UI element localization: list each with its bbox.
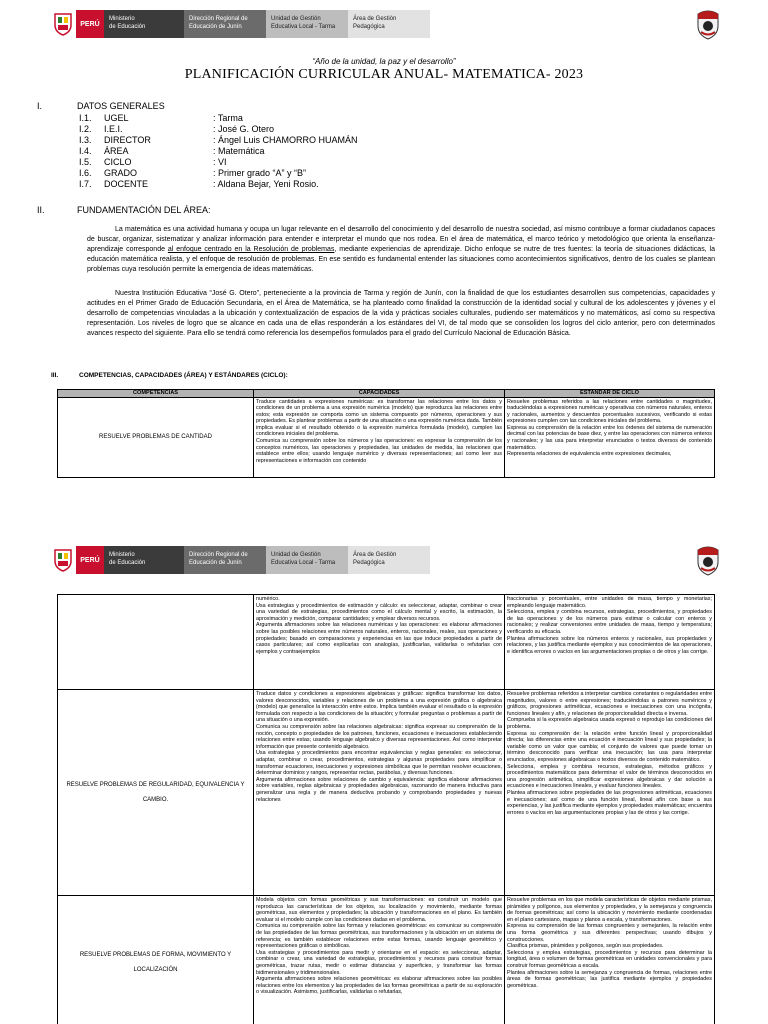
table-row: [58, 690, 715, 896]
table-row: [58, 397, 715, 477]
page-title: PLANIFICACIÓN CURRICULAR ANUAL- MATEMATICA- 2023: [184, 67, 584, 82]
standard-cell: Resuelve problemas referidos a las relaciones entre cantidades o magnitudes, traduciéndolas a expresiones numéricas y operativas con números naturales, enteros y racionales, aumentos y descuentos porcentuales sucesivos, verificando si estas expresiones cumplen con las condiciones iniciales del problema. Expresa su comprensión de la relación entre los órdenes del sistema de numeración decimal con las potencias de base diez, y entre las operaciones con números enteros y racionales; y las usa para interpretar enunciados o textos diversos de contenido matemático. Representa relaciones de equivalencia entre expresiones decimales,: [505, 397, 715, 477]
capacities-cell: Modela objetos con formas geométricas y sus transformaciones: es construir un modelo que reproduzca las características de los objetos, su localización y movimiento, mediante formas geométricas, sus elementos y propiedades; la ubicación y transformaciones en el plano. Es también evaluar si el modelo cumple con las condiciones dadas en el problema. Comunica su comprensión sobre las formas y relaciones geométricas: es comunicar su comprensión de las propiedades de las formas geométricas, sus transformaciones y la ubicación en un sistema de referencia; es también establecer relaciones entre estas formas, usando lenguaje geométrico y representaciones gráficas o simbólicas. Usa estrategias y procedimientos para medir y orientarse en el espacio: es seleccionar, adaptar, combinar o crear, una variedad de estrategias, procedimientos y recursos para construir formas geométricas, trazar rutas, medir o estimar distancias y superficies, y transformar las formas bidimensionales y tridimensionales. Argumenta afirmaciones sobre relaciones geométricas: es elaborar afirmaciones sobre las posibles relaciones entre los elementos y las propiedades de las formas geométricas a partir de su exploración o visualización. Asimismo, justificarlas, validarlas o refutarlas,: [254, 896, 505, 1024]
school-emblem-icon: [692, 8, 724, 40]
school-emblem-icon: [692, 544, 724, 576]
standard-cell: Resuelve problemas en los que modela características de objetos mediante prismas, pirámides y polígonos, sus elementos y propiedades, y la semejanza y congruencia de formas geométricas; así como la ubicación y movimiento mediante coordenadas en el plano cartesiano, mapas y planos a escala, y transformaciones. Expresa su comprensión de las formas congruentes y semejantes, la relación entre una forma geométrica y sus diferentes perspectivas; usando dibujos y construcciones. Clasifica prismas, pirámides y polígonos, según sus propiedades. Selecciona y emplea estrategias, procedimientos y recursos para determinar la longitud, área o volumen de formas geométricas en unidades convencionales y para construir formas geométricas a escala. Plantea afirmaciones sobre la semejanza y congruencia de formas, relaciones entre áreas de formas geométricas; las justifica mediante ejemplos y propiedades geométricas.: [505, 896, 715, 1024]
section-2-heading: II. FUNDAMENTACIÓN DEL ÁREA:: [37, 205, 211, 215]
peru-label: PERÚ: [76, 546, 104, 574]
section-3-heading: III. COMPETENCIAS, CAPACIDADES (ÁREA) Y ESTÁNDARES (CICLO):: [51, 372, 288, 379]
peru-shield-icon: [50, 546, 76, 574]
general-data-row: I.1. UGEL : Tarma: [79, 113, 243, 123]
ministry-label: Ministerio de Educación: [104, 10, 184, 38]
rationale-paragraph-1: La matemática es una actividad humana y ocupa un lugar relevante en el desarrollo del conocimiento y del desarrollo de nuestra sociedad, así mismo contribuye a formar ciudadanos capaces de buscar, organizar, sistematizar y analizar información para entender e interpretar el mundo que nos rodea. En el área de matemática, el marco teórico y metodológico que orienta la enseñanza- aprendizaje corresponde al enfoque centrado en la Resolución de problemas, mediante experiencias de aprendizaje. Dicho enfoque se nutre de tres fuentes: la teoría de situaciones didácticas, la educación matemática realista, y el enfoque de resolución de problemas. En ese sentido es fundamental entender las situaciones como acontecimientos significativos, dentro de los cuales se plantean problemas cuya resolución permite la emergencia de ideas matemáticas.: [87, 226, 715, 273]
institutional-header: [50, 546, 430, 574]
competencies-table: [57, 389, 715, 478]
general-data-row: I.2. I.E.I. : José G. Otero: [79, 124, 275, 134]
column-header: ESTANDAR DE CICLO: [505, 390, 715, 398]
page-separator: [0, 520, 768, 536]
competency-name: RESUELVE PROBLEMAS DE REGULARIDAD, EQUIVALENCIA Y CAMBIO.: [58, 690, 254, 896]
general-data-row: I.6. GRADO : Primer grado “A” y “B”: [79, 168, 307, 178]
area-label: Área de Gestión Pedagógica: [348, 546, 430, 574]
general-data-row: I.4. ÁREA : Matemática: [79, 146, 265, 156]
area-label: Área de Gestión Pedagógica: [348, 10, 430, 38]
standard-cell: Resuelve problemas referidos a interpretar cambios constantes o regularidades entre magnitudes, valores o entre expresiones; traduciéndolas a patrones numéricos y gráficos, progresiones aritméticas, ecuaciones e inecuaciones con una incógnita, funciones lineales y afín, y relaciones de proporcionalidad directa e inversa. Comprueba si la expresión algebraica usada expresó o reprodujo las condiciones del problema. Expresa su comprensión de: la relación entre función lineal y proporcionalidad directa; las diferencias entre una ecuación e inecuación lineal y sus propiedades; la variable como un valor que cambia; el conjunto de valores que puede tomar un término desconocido para verificar una inecuación; las usa para interpretar enunciados, expresiones algebraicas o textos diversos de contenido matemático. Selecciona, emplea y combina recursos, estrategias, métodos gráficos y procedimientos matemáticos para determinar el valor de términos desconocidos en una progresión aritmética, simplificar expresiones algebraicas y dar solución a ecuaciones e inecuaciones lineales, y evaluar funciones lineales. Plantea afirmaciones sobre propiedades de las progresiones aritméticas, ecuaciones e inecuaciones; así como de una función lineal, lineal afín con base a sus experiencias, y las justifica mediante ejemplos y propiedades matemáticas; encuentra errores o vacíos en las argumentaciones propias y las de otros y las corrige.: [505, 690, 715, 896]
column-header: COMPETENCIAS: [58, 390, 254, 398]
institutional-header: [50, 10, 430, 38]
table-header-row: [58, 390, 715, 398]
section-1-heading: I. DATOS GENERALES: [37, 101, 165, 111]
capacities-cell: Traduce cantidades a expresiones numéricas: es transformar las relaciones entre los datos y condiciones de un problema a una expresión numérica (modelo) que reproduzca las relaciones entre estos; esta expresión se comporta como un sistema compuesto por números, operaciones y sus propiedades. Es plantear problemas a partir de una situación o una expresión numérica dada. También implica evaluar si el resultado obtenido o la expresión numérica formulada (modelo), cumplen las condiciones iniciales del problema. Comunica su comprensión sobre los números y las operaciones: es expresar la comprensión de los conceptos numéricos, las operaciones y propiedades, las unidades de medida, las relaciones que establece entre ellos; usando lenguaje numérico y diversas representaciones; así como leer sus representaciones e información con contenido: [254, 397, 505, 477]
rationale-paragraph-2: Nuestra Institución Educativa “José G. Otero”, perteneciente a la provincia de Tarma y región de Junín, con la finalidad de que los estudiantes desarrollen sus competencias, capacidades y actitudes en el Primer Grado de Educación Secundaria, en el Área de Matemática, se ha planteado como finalidad la construcción de la identidad social y cultural de los adolescentes y jóvenes y el desarrollo de competencias vinculadas a la ubicación y contextualización de espacios de la vida y prácticas sociales culturales, pudiendo ser matemáticos y no matemáticos, así como su respectiva representación. Los niveles de logro que se alcance en cada una de ellas responderán a los estándares del VI, de tal modo que se consoliden los logros del ciclo anterior, pero con determinados avances respecto del siguiente. Para ello se tendrá como referencia los desempeños formulados para el grado del Currículo Nacional de Educación Básica.: [87, 290, 715, 337]
general-data-row: I.3. DIRECTOR : Ángel Luis CHAMORRO HUAMÁN: [79, 135, 358, 145]
competency-name: RESUELVE PROBLEMAS DE CANTIDAD: [58, 397, 254, 477]
ugel-label: Unidad de Gestión Educativa Local - Tarma: [266, 546, 348, 574]
peru-label: PERÚ: [76, 10, 104, 38]
regional-label: Dirección Regional de Educación de Junín: [184, 546, 266, 574]
competency-name: RESUELVE PROBLEMAS DE FORMA, MOVIMIENTO Y LOCALIZACIÓN: [58, 896, 254, 1024]
competency-name: [58, 595, 254, 690]
capacities-cell: Traduce datos y condiciones a expresiones algebraicas y gráficas: significa transformar los datos, valores desconocidos, variables y relaciones de un problema a una expresión gráfica o algebraica (modelo) que generalice la interacción entre estos. Implica también evaluar el resultado o la expresión formulada con respecto a las condiciones de la situación; y formular preguntas o problemas a partir de una situación o una expresión. Comunica su comprensión sobre las relaciones algebraicas: significa expresar su comprensión de la noción, concepto o propiedades de los patrones, funciones, ecuaciones e inecuaciones estableciendo relaciones entre estas; usando lenguaje algebraico y diversas representaciones. Así como interpretar información que presente contenido algebraico. Usa estrategias y procedimientos para encontrar equivalencias y reglas generales: es seleccionar, adaptar, combinar o crear, procedimientos, estrategias y algunas propiedades para simplificar o transformar ecuaciones, inecuaciones y expresiones simbólicas que le permitan resolver ecuaciones, determinar dominios y rangos, representar rectas, parábolas, y diversas funciones. Argumenta afirmaciones sobre relaciones de cambio y equivalencia: significa elaborar afirmaciones sobre variables, reglas algebraicas y propiedades algebraicas, razonando de manera inductiva para generalizar una regla y de manera deductiva probando y comprobando propiedades y nuevas relaciones: [254, 690, 505, 896]
year-motto: “Año de la unidad, la paz y el desarrollo”: [312, 57, 456, 66]
ugel-label: Unidad de Gestión Educativa Local - Tarma: [266, 10, 348, 38]
ministry-label: Ministerio de Educación: [104, 546, 184, 574]
standard-cell: fraccionarias y porcentuales, entre unidades de masa, tiempo y monetarias; empleando lenguaje matemático. Selecciona, emplea y combina recursos, estrategias, procedimientos, y propiedades de las operaciones y de los números para estimar o calcular con enteros y racionales; y realizar conversiones entre unidades de masa, tiempo y temperatura; verificando su eficacia. Plantea afirmaciones sobre los números enteros y racionales, sus propiedades y relaciones, y las justifica mediante ejemplos y sus conocimientos de las operaciones, e identifica errores o vacíos en las argumentaciones propias o de otros y las corrige.: [505, 595, 715, 690]
table-row: [58, 595, 715, 690]
general-data-row: I.7. DOCENTE : Aldana Bejar, Yeni Rosio.: [79, 179, 319, 189]
peru-shield-icon: [50, 10, 76, 38]
regional-label: Dirección Regional de Educación de Junín: [184, 10, 266, 38]
page-2: [0, 536, 768, 1024]
general-data-row: I.5. CICLO : VI: [79, 157, 227, 167]
competencies-table-continued: [57, 594, 715, 1024]
table-row: [58, 896, 715, 1024]
capacities-cell: numérico. Usa estrategias y procedimientos de estimación y cálculo: es seleccionar, adaptar, combinar o crear una variedad de estrategias, procedimientos como el cálculo mental y escrito, la estimación, la aproximación y medición, comparar cantidades; y emplear diversos recursos. Argumenta afirmaciones sobre las relaciones numéricas y las operaciones: es elaborar afirmaciones sobre las posibles relaciones entre números naturales, enteros, racionales, reales, sus operaciones y propiedades; basado en comparaciones y experiencias en las que induce propiedades a partir de casos particulares; así como explicarlas con analogías, justificarlas, validarlas o refutarlas con ejemplos y contraejemplos: [254, 595, 505, 690]
column-header: CAPACIDADES: [254, 390, 505, 398]
